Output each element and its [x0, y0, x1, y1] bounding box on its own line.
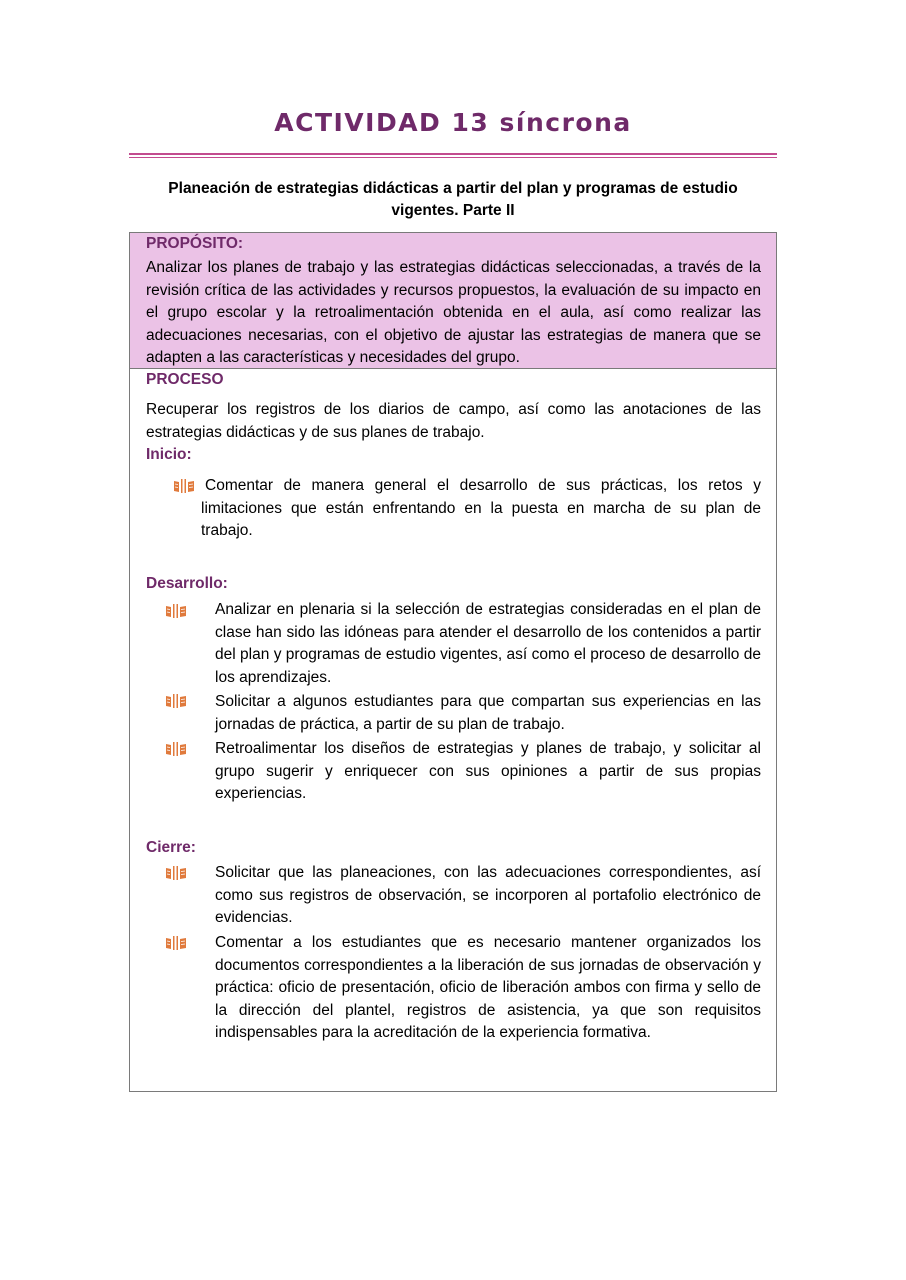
proposito-text: Analizar los planes de trabajo y las estrategias didácticas seleccionadas, a través de la revisión crítica de las actividades y recursos propuestos, la evaluación de su impacto en el grupo escolar y la retroalimentación obtenida en el aula, así como realizar las adecuaciones necesarias, con el objetivo de ajustar las estrategias de manera que se adapten a las características y necesidades del grupo. — [146, 259, 761, 366]
proceso-label: PROCESO — [146, 371, 224, 388]
cierre-item: Solicitar que las planeaciones, con las adecuaciones correspondientes, así como sus registros de observación, se incorporen al portafolio electrónico de evidencias. — [215, 864, 761, 926]
proposito-label: PROPÓSITO: — [146, 235, 244, 252]
desarrollo-item: Analizar en plenaria si la selección de estrategias consideradas en el plan de clase han sido las idóneas para atender el desarrollo de los contenidos a partir del plan y programas de estudio vigentes, así como el proceso de desarrollo de los aprendizajes. — [215, 601, 761, 686]
book-bullet-icon — [165, 865, 187, 881]
book-bullet-icon — [165, 935, 187, 951]
book-bullet-icon — [165, 741, 187, 757]
cierre-label: Cierre: — [146, 839, 196, 856]
book-bullet-icon — [173, 478, 195, 494]
book-bullet-icon — [165, 693, 187, 709]
cierre-item: Comentar a los estudiantes que es necesario mantener organizados los documentos correspondientes a la liberación de sus jornadas de observación y práctica: oficio de presentación, oficio de liberación ambos con firma y sello de la dirección del plantel, registros de asistencia, ya que son requisitos indispensables para la acreditación de la experiencia formativa. — [215, 934, 761, 1041]
proposito-section — [130, 233, 776, 369]
activity-box — [129, 232, 777, 1092]
page-title: ACTIVIDAD 13 síncrona — [274, 108, 632, 137]
proceso-intro: Recuperar los registros de los diarios de campo, así como las anotaciones de las estrategias didácticas y de sus planes de trabajo. — [146, 401, 761, 441]
title-rule-thin — [129, 157, 777, 158]
inicio-item: Comentar de manera general el desarrollo de sus prácticas, los retos y limitaciones que están enfrentando en la puesta en marcha de su plan de trabajo. — [201, 477, 761, 539]
page-subtitle: Planeación de estrategias didácticas a partir del plan y programas de estudio vigentes. Parte II — [168, 180, 738, 219]
inicio-label: Inicio: — [146, 446, 192, 463]
desarrollo-label: Desarrollo: — [146, 575, 228, 592]
desarrollo-item: Retroalimentar los diseños de estrategias y planes de trabajo, y solicitar al grupo sugerir y enriquecer con sus opiniones a partir de sus propias experiencias. — [215, 740, 761, 802]
book-bullet-icon — [165, 603, 187, 619]
title-rule — [129, 153, 777, 155]
desarrollo-item: Solicitar a algunos estudiantes para que compartan sus experiencias en las jornadas de práctica, a partir de su plan de trabajo. — [215, 693, 761, 733]
